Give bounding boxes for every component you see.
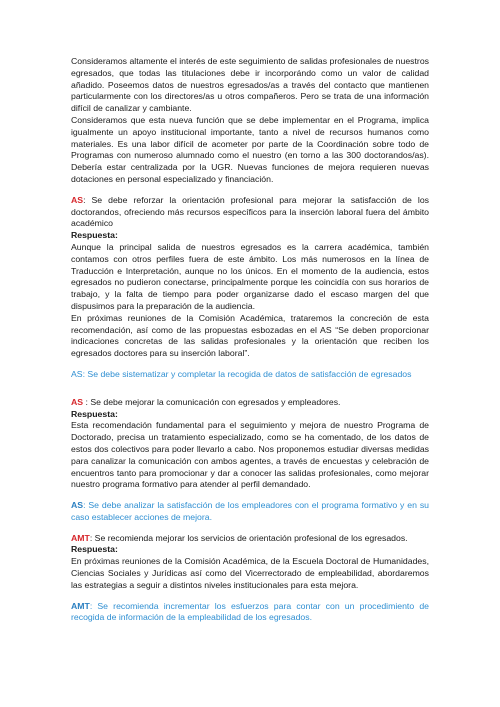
recommendation-5-text: : Se recomienda mejorar los servicios de orientación profesional de los egresados.: [89, 532, 408, 543]
response-5-paragraph-1: En próximas reuniones de la Comisión Académica, de la Escuela Doctoral de Humanidades, Ciencias Sociales y Jurídicas así como del Vicerrectorado de empleabilidad, abordaremos las estrategias a seguir a distintos niveles institucionales para esta mejora.: [71, 556, 429, 590]
recommendation-6: [71, 601, 429, 625]
recommendation-1: [71, 195, 429, 230]
recommendation-5-label: AMT: [71, 532, 90, 543]
recommendation-1-label: AS: [71, 194, 84, 205]
intro-paragraph-2: Consideramos que esta nueva función que se debe implementar en el Programa, implica igualmente un apoyo institucional importante, tanto a nivel de recursos humanos como materiales. Es una labor difícil de acometer por parte de la Coordinación sobre todo de Programas con numeroso alumnado como el nuestro (en torno a las 300 doctorandos/as). Debería estar centralizada por la UGR. Nuevas funciones de mejora requieren nuevas dotaciones en personal especializado y financiación.: [71, 114, 429, 184]
recommendation-2: [71, 369, 429, 381]
recommendation-6-text: : Se recomienda incrementar los esfuerzos para contar con un procedimiento de recogida de información de la empleabilidad de los egresados.: [71, 600, 429, 623]
recommendation-4-label: AS: [71, 500, 84, 511]
response-1-paragraph-2: En próximas reuniones de la Comisión Académica, trataremos la concreción de esta recomendación, así como de las propuestas esbozadas en el AS “Se deben proporcionar indicaciones concretas de las salidas profesionales y la orientación que reciben los egresados doctores para su inserción laboral”.: [71, 312, 429, 359]
recommendation-1-text: : Se debe reforzar la orientación profesional para mejorar la satisfacción de los doctorandos, ofreciendo más recursos específicos para la inserción laboral fuera del ámbito académico: [71, 194, 429, 229]
recommendation-2-text: : Se debe sistematizar y completar la recogida de datos de satisfacción de egresados: [82, 368, 412, 379]
response-1-paragraph-1: Aunque la principal salida de nuestros egresados es la carrera académica, también contamos con otros perfiles fuera de este ámbito. Los más numerosos en la línea de Traducción e Interpretación, aunque no los únicos. En el momento de la audiencia, estos egresados no pudieron conectarse, principalmente porque les coincidía con sus horarios de trabajo, y la falta de tiempo para poder organizarse dado el escaso margen del que dispusimos para la preparación de la audiencia.: [71, 241, 429, 311]
response-3-paragraph-1: Esta recomendación fundamental para el seguimiento y mejora de nuestro Programa de Doctorado, precisa un tratamiento especializado, como se ha comentado, de los datos de estos dos colectivos para poder llevarlo a cabo. Nos proponemos estudiar diversas medidas para canalizar la comunicación con ambos agentes, a través de encuestas y celebración de encuentros tanto para promocionar y dar a conocer las salidas profesionales, como mejorar nuestro programa formativo para atender al perfil demandado.: [71, 420, 429, 490]
recommendation-3-text: : Se debe mejorar la comunicación con egresados y empleadores.: [83, 396, 341, 407]
recommendation-4-text: : Se debe analizar la satisfacción de los empleadores con el programa formativo y en su caso establecer acciones de mejora.: [71, 500, 429, 522]
recommendation-5: [71, 533, 429, 545]
recommendation-3: [71, 397, 429, 409]
recommendation-2-label: AS: [71, 368, 83, 379]
response-3-label: Respuesta:: [71, 408, 118, 419]
recommendation-6-label: AMT: [71, 600, 90, 611]
recommendation-4: [71, 500, 429, 524]
intro-paragraph-1: Consideramos altamente el interés de este seguimiento de salidas profesionales de nuestros egresados, que todas las titulaciones debe ir incorporándo como un valor de calidad añadido. Poseemos datos de nuestros egresados/as a través del contacto que mantienen particularmente con los directores/as u otros compañeros. Pero se trata de una información difícil de canalizar y cambiante.: [71, 56, 429, 114]
response-1-label: Respuesta:: [71, 230, 118, 241]
response-5-label: Respuesta:: [71, 544, 118, 555]
recommendation-3-label: AS: [71, 396, 84, 407]
